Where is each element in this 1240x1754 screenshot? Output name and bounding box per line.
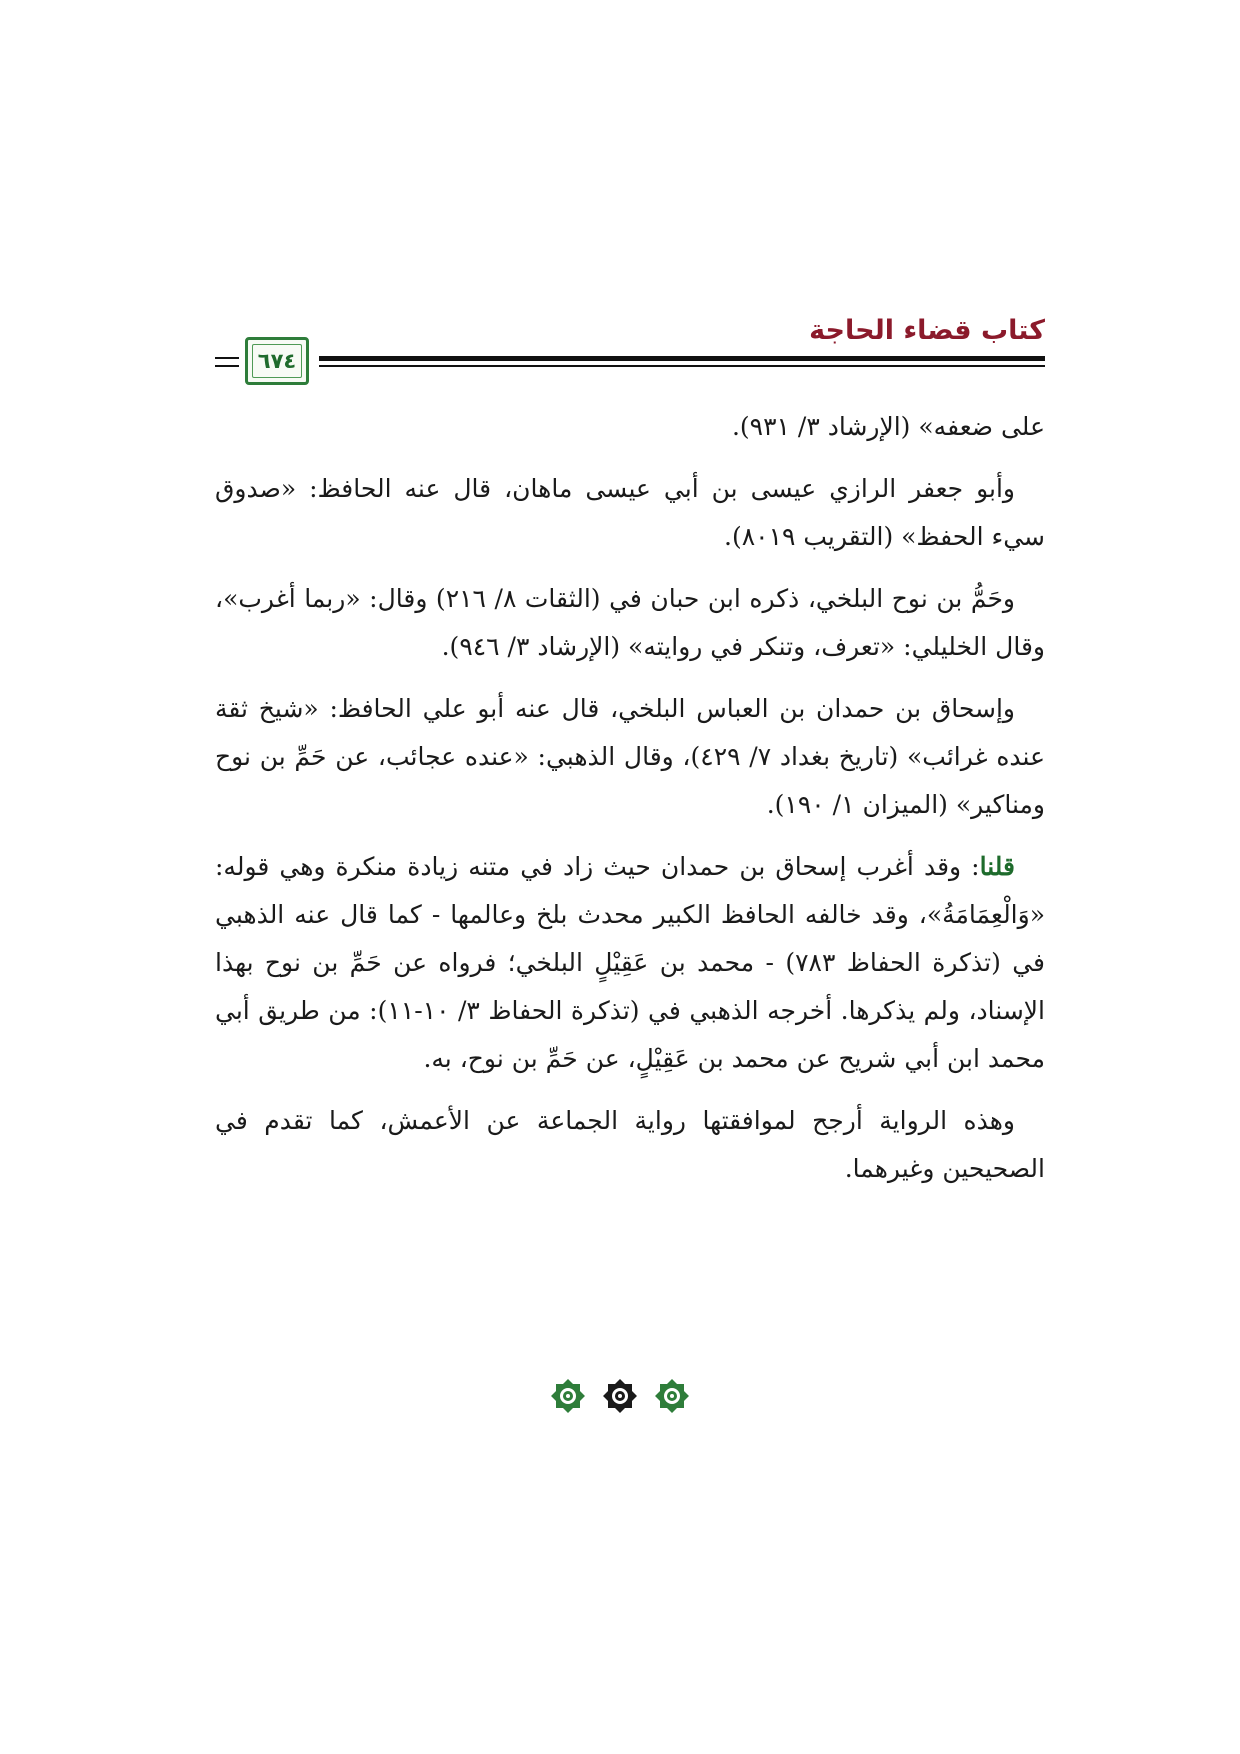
eight-point-star-icon — [652, 1376, 692, 1416]
paragraph-5-text: : وقد أغرب إسحاق بن حمدان حيث زاد في متنه زيادة منكرة وهي قوله: «وَالْعِمَامَةُ»، وقد خالفه الحافظ الكبير محدث بلخ وعالمها - كما قال عنه الذهبي في (تذكرة الحفاظ ٧٨٣) - محمد بن عَقِيْلٍ البلخي؛ فرواه عن حَمِّ بن نوح بهذا الإسناد، ولم يذكرها. أخرجه الذهبي في (تذكرة الحفاظ ٣/ ١٠-١١): من طريق أبي محمد ابن أبي شريح عن محمد بن عَقِيْلٍ، عن حَمِّ بن نوح، به. — [215, 852, 1045, 1073]
eight-point-star-icon — [548, 1376, 588, 1416]
header-rule-thick — [319, 356, 1045, 361]
paragraph-3: وحَمُّ بن نوح البلخي، ذكره ابن حبان في (الثقات ٨/ ٢١٦) وقال: «ربما أغرب»، وقال الخليلي: «تعرف، وتنكر في روايته» (الإرشاد ٣/ ٩٤٦). — [215, 584, 1045, 661]
paragraph-lead-word: قلنا — [979, 852, 1015, 881]
paragraph-6: وهذه الرواية أرجح لموافقتها رواية الجماعة عن الأعمش، كما تقدم في الصحيحين وغيرهما. — [215, 1106, 1045, 1183]
section-end-ornaments — [0, 1376, 1240, 1416]
header-rule-left-top — [215, 357, 239, 359]
paragraph-2: وأبو جعفر الرازي عيسى بن أبي عيسى ماهان، قال عنه الحافظ: «صدوق سيء الحفظ» (التقريب ٨٠١٩). — [215, 474, 1045, 551]
paragraph-1: على ضعفه» (الإرشاد ٣/ ٩٣١). — [731, 412, 1045, 441]
book-title: كتاب قضاء الحاجة — [809, 315, 1045, 346]
body-text — [215, 403, 1045, 1207]
header-rule-thin — [319, 365, 1045, 367]
paragraph-4: وإسحاق بن حمدان بن العباس البلخي، قال عنه أبو علي الحافظ: «شيخ ثقة عنده غرائب» (تاريخ بغداد ٧/ ٤٢٩)، وقال الذهبي: «عنده عجائب، عن حَمِّ بن نوح ومناكير» (الميزان ١/ ١٩٠). — [215, 694, 1045, 819]
paragraph-5 — [215, 843, 1045, 1083]
page-number: ٦٧٤ — [257, 349, 297, 373]
page-number-badge — [245, 337, 309, 385]
page-header — [215, 315, 1045, 390]
eight-point-star-icon — [600, 1376, 640, 1416]
header-rule-left-bottom — [215, 365, 239, 367]
